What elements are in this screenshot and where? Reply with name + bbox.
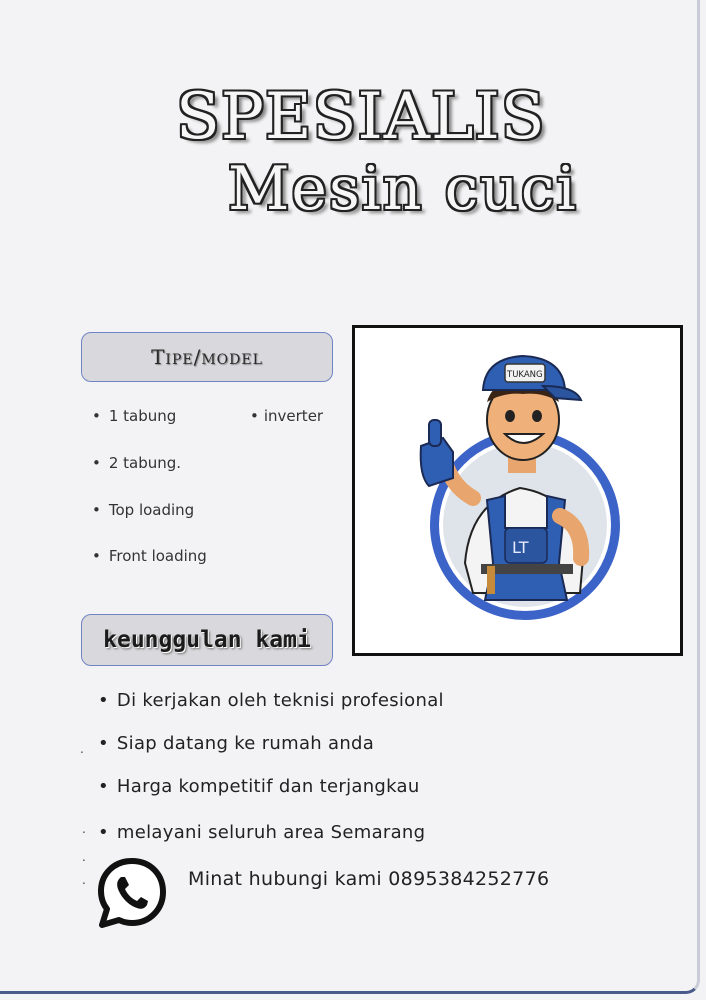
whatsapp-icon[interactable]	[95, 856, 169, 930]
type-item-label: 1 tabung	[108, 407, 177, 425]
advantage-heading: keunggulan kami	[103, 627, 311, 653]
stray-dot: .	[80, 742, 84, 756]
type-item: • 1 tabung	[92, 407, 177, 425]
stray-dot: .	[82, 822, 86, 836]
advantage-item-label: melayani seluruh area Semarang	[116, 822, 426, 843]
title-line-1: SPESIALIS	[176, 80, 546, 154]
advantage-heading-pill	[81, 614, 333, 666]
contact-text: Minat hubungi kami 0895384252776	[188, 868, 550, 890]
type-heading-pill	[81, 332, 333, 382]
advantage-item: • Siap datang ke rumah anda	[98, 733, 375, 754]
type-heading: Tipe/model	[151, 345, 263, 369]
type-item-extra-label: inverter	[263, 407, 324, 425]
type-item-label: Front loading	[108, 547, 207, 565]
type-item: • Top loading	[92, 501, 195, 519]
mascot-chest-text: LT	[512, 538, 529, 557]
type-item-extra: • inverter	[250, 407, 324, 425]
advantage-item: • melayani seluruh area Semarang	[98, 822, 426, 843]
stray-dot: .	[82, 873, 86, 887]
type-item-label: 2 tabung.	[108, 454, 182, 472]
mascot-image-frame	[352, 325, 683, 656]
advantage-item-label: Di kerjakan oleh teknisi profesional	[116, 690, 444, 711]
advantage-item-label: Siap datang ke rumah anda	[116, 733, 375, 754]
type-item: • 2 tabung.	[92, 454, 182, 472]
advantage-item: • Harga kompetitif dan terjangkau	[98, 776, 420, 797]
stray-dot: .	[82, 850, 86, 864]
type-item-label: Top loading	[108, 501, 195, 519]
title-line-2: Mesin cuci	[228, 154, 578, 224]
advantage-item-label: Harga kompetitif dan terjangkau	[116, 776, 420, 797]
mascot-cap-text: TUKANG	[507, 370, 543, 380]
type-item: • Front loading	[92, 547, 207, 565]
mascot-illustration	[355, 328, 680, 653]
advantage-item: • Di kerjakan oleh teknisi profesional	[98, 690, 444, 711]
